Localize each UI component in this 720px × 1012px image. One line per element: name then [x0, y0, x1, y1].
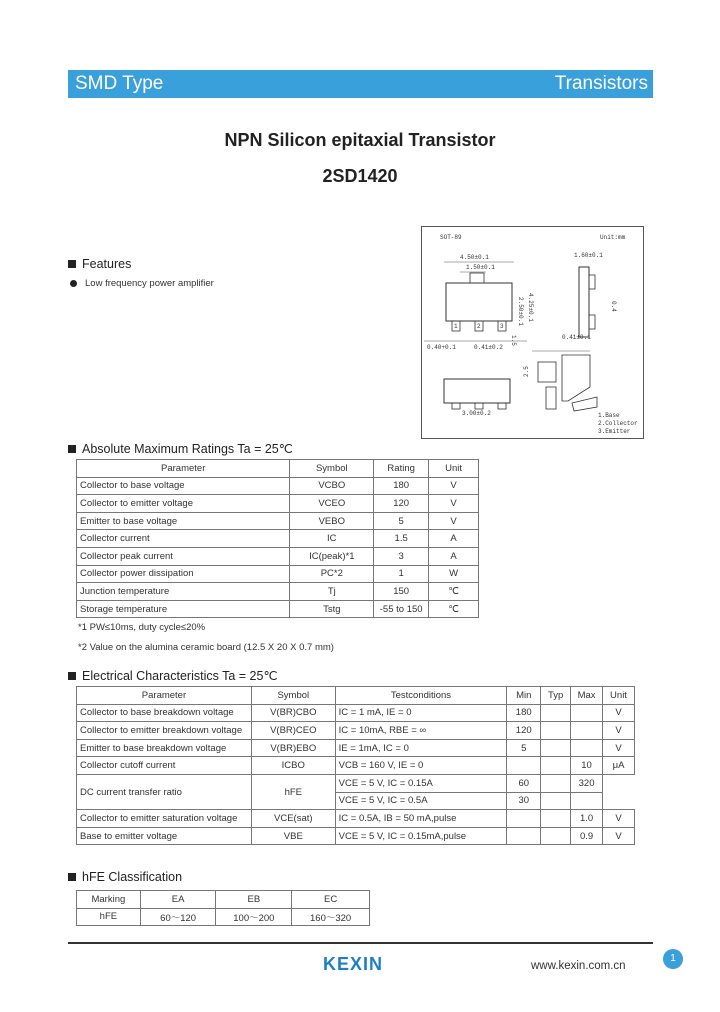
table-header-row [77, 460, 479, 478]
dim-label: 1.50±0.1 [466, 264, 495, 271]
table-cell: 160～320 [292, 908, 370, 926]
column-header: Unit [429, 460, 479, 478]
table-cell [541, 792, 571, 810]
table-cell: μA [603, 757, 635, 775]
column-header: Parameter [77, 460, 290, 478]
table-cell: Collector power dissipation [77, 565, 290, 583]
table-header-row [77, 687, 635, 705]
table-cell: hFE [77, 908, 141, 926]
dim-label: 2.50±0.1 [517, 297, 524, 326]
header-category: SMD Type [75, 73, 164, 94]
table-cell: 1 [374, 565, 429, 583]
kexin-logo: KEXIN [323, 954, 384, 974]
table-row [77, 600, 479, 618]
dim-label: 4.25±0.1 [527, 293, 534, 322]
table-row [77, 891, 370, 909]
table-cell: Collector to emitter saturation voltage [77, 810, 252, 828]
features-heading: Features [68, 257, 131, 271]
footer-rule [68, 942, 653, 944]
table-cell: Collector to base voltage [77, 477, 290, 495]
dim-label: 4.50±0.1 [460, 254, 489, 261]
table-cell: Marking [77, 891, 141, 909]
package-unit: Unit:mm [600, 234, 626, 241]
table-cell: EA [140, 891, 216, 909]
table-cell [541, 757, 571, 775]
column-header: Min [507, 687, 541, 705]
table-cell: VCE = 5 V, IC = 0.5A [335, 792, 507, 810]
table-cell: IC [290, 530, 374, 548]
table-cell: Emitter to base voltage [77, 512, 290, 530]
table-cell: 60 [507, 774, 541, 792]
table-cell: DC current transfer ratio [77, 774, 252, 809]
dim-label: 3.00±0.2 [462, 410, 491, 417]
pin-legend: 3.Emitter [598, 428, 631, 435]
table-cell [507, 810, 541, 828]
table-cell: Base to emitter voltage [77, 827, 252, 845]
table-row [77, 827, 635, 845]
table-cell: Collector to emitter breakdown voltage [77, 722, 252, 740]
table-cell [541, 827, 571, 845]
table-cell: ℃ [429, 600, 479, 618]
table-cell [603, 774, 635, 809]
table-cell: 320 [571, 774, 603, 792]
table-cell: 150 [374, 583, 429, 601]
table-cell: EC [292, 891, 370, 909]
table-cell: 10 [571, 757, 603, 775]
table-cell: V(BR)CBO [251, 704, 335, 722]
pin-legend: 1.Base [598, 412, 620, 419]
dim-label: 0.41±0.1 [562, 334, 591, 341]
table-row [77, 774, 635, 792]
square-bullet-icon [68, 873, 76, 881]
table-row [77, 739, 635, 757]
table-cell: V [603, 827, 635, 845]
table-cell: 5 [374, 512, 429, 530]
table-cell: IC = 0.5A, IB = 50 mA,pulse [335, 810, 507, 828]
table-cell [541, 739, 571, 757]
column-header: Testconditions [335, 687, 507, 705]
elec-table [76, 686, 635, 845]
header-type: Transistors [554, 73, 648, 94]
footnote: *2 Value on the alumina ceramic board (12.5 X 20 X 0.7 mm) [78, 642, 334, 653]
table-cell: ICBO [251, 757, 335, 775]
table-cell: VCE(sat) [251, 810, 335, 828]
square-bullet-icon [68, 445, 76, 453]
table-cell: Storage temperature [77, 600, 290, 618]
table-cell: 1.5 [374, 530, 429, 548]
table-cell: VCE = 5 V, IC = 0.15mA,pulse [335, 827, 507, 845]
table-cell: Collector to emitter voltage [77, 495, 290, 513]
table-cell: V(BR)EBO [251, 739, 335, 757]
pin-legend: 2.Collector [598, 420, 638, 427]
table-row [77, 908, 370, 926]
part-number: 2SD1420 [322, 166, 398, 186]
table-cell: 180 [374, 477, 429, 495]
table-cell: 180 [507, 704, 541, 722]
table-cell: IC = 10mA, RBE = ∞ [335, 722, 507, 740]
table-row [77, 512, 479, 530]
table-row [77, 530, 479, 548]
dim-label: 2.5 [523, 366, 530, 377]
table-cell: VEBO [290, 512, 374, 530]
table-row [77, 704, 635, 722]
table-cell [571, 792, 603, 810]
table-cell: VCEO [290, 495, 374, 513]
column-header: Typ [541, 687, 571, 705]
table-cell: PC*2 [290, 565, 374, 583]
table-row [77, 547, 479, 565]
table-cell: 30 [507, 792, 541, 810]
feature-item: Low frequency power amplifier [70, 278, 214, 289]
table-row [77, 722, 635, 740]
table-cell: V [603, 739, 635, 757]
table-cell: A [429, 530, 479, 548]
table-cell: -55 to 150 [374, 600, 429, 618]
table-cell: V [603, 722, 635, 740]
table-cell: 0.9 [571, 827, 603, 845]
column-header: Parameter [77, 687, 252, 705]
table-cell: Collector cutoff current [77, 757, 252, 775]
table-cell: V [603, 704, 635, 722]
square-bullet-icon [68, 260, 76, 268]
table-cell: V [429, 477, 479, 495]
table-row [77, 477, 479, 495]
table-cell: Junction temperature [77, 583, 290, 601]
table-cell: 120 [507, 722, 541, 740]
table-cell: VBE [251, 827, 335, 845]
dim-label: 0.41±0.2 [474, 344, 503, 351]
table-cell: 120 [374, 495, 429, 513]
hfe-heading: hFE Classification [68, 870, 182, 884]
table-cell [541, 810, 571, 828]
table-cell: V(BR)CEO [251, 722, 335, 740]
table-cell [507, 757, 541, 775]
table-cell [571, 704, 603, 722]
document-title: NPN Silicon epitaxial Transistor [224, 130, 496, 150]
package-name: SOT-89 [440, 234, 462, 241]
dim-label: 0.40+0.1 [427, 344, 456, 351]
table-cell: hFE [251, 774, 335, 809]
table-cell: W [429, 565, 479, 583]
table-cell: 60～120 [140, 908, 216, 926]
table-cell: Collector peak current [77, 547, 290, 565]
page-number-badge: 1 [663, 949, 683, 969]
table-cell: Collector current [77, 530, 290, 548]
table-cell [541, 704, 571, 722]
table-cell: 1.0 [571, 810, 603, 828]
table-cell [507, 827, 541, 845]
table-cell: A [429, 547, 479, 565]
table-row [77, 810, 635, 828]
table-cell: IE = 1mA, IC = 0 [335, 739, 507, 757]
table-cell: IC(peak)*1 [290, 547, 374, 565]
table-cell: 5 [507, 739, 541, 757]
column-header: Unit [603, 687, 635, 705]
dim-label: 0.4 [610, 301, 617, 312]
table-cell: 3 [374, 547, 429, 565]
table-row [77, 495, 479, 513]
table-cell: Emitter to base breakdown voltage [77, 739, 252, 757]
column-header: Symbol [251, 687, 335, 705]
table-cell [541, 774, 571, 792]
hfe-table [76, 890, 370, 926]
table-cell: V [429, 512, 479, 530]
square-bullet-icon [68, 672, 76, 680]
table-cell: VCB = 160 V, IE = 0 [335, 757, 507, 775]
table-cell [541, 722, 571, 740]
abs-max-heading: Absolute Maximum Ratings Ta = 25℃ [68, 441, 293, 456]
table-cell [571, 739, 603, 757]
table-cell: EB [216, 891, 292, 909]
table-cell: V [429, 495, 479, 513]
table-cell: ℃ [429, 583, 479, 601]
table-row [77, 757, 635, 775]
pin-label: 3 [500, 323, 504, 330]
table-row [77, 565, 479, 583]
table-cell: Tj [290, 583, 374, 601]
column-header: Rating [374, 460, 429, 478]
elec-heading: Electrical Characteristics Ta = 25℃ [68, 668, 277, 683]
table-cell: VCE = 5 V, IC = 0.15A [335, 774, 507, 792]
table-cell: V [603, 810, 635, 828]
pin-label: 1 [454, 323, 458, 330]
header-banner [68, 70, 653, 98]
table-cell: IC = 1 mA, IE = 0 [335, 704, 507, 722]
table-cell [571, 722, 603, 740]
dim-label: 1.5 [510, 335, 517, 346]
table-row [77, 583, 479, 601]
footer-url[interactable]: www.kexin.com.cn [531, 960, 626, 972]
dim-label: 1.60±0.1 [574, 252, 603, 259]
package-drawing [421, 226, 644, 439]
pin-label: 2 [477, 323, 481, 330]
table-cell: 100～200 [216, 908, 292, 926]
table-cell: VCBO [290, 477, 374, 495]
table-cell: Tstg [290, 600, 374, 618]
table-cell: Collector to base breakdown voltage [77, 704, 252, 722]
footnote: *1 PW≤10ms, duty cycle≤20% [78, 622, 206, 633]
column-header: Max [571, 687, 603, 705]
abs-max-table [76, 459, 479, 618]
round-bullet-icon [70, 280, 77, 287]
column-header: Symbol [290, 460, 374, 478]
